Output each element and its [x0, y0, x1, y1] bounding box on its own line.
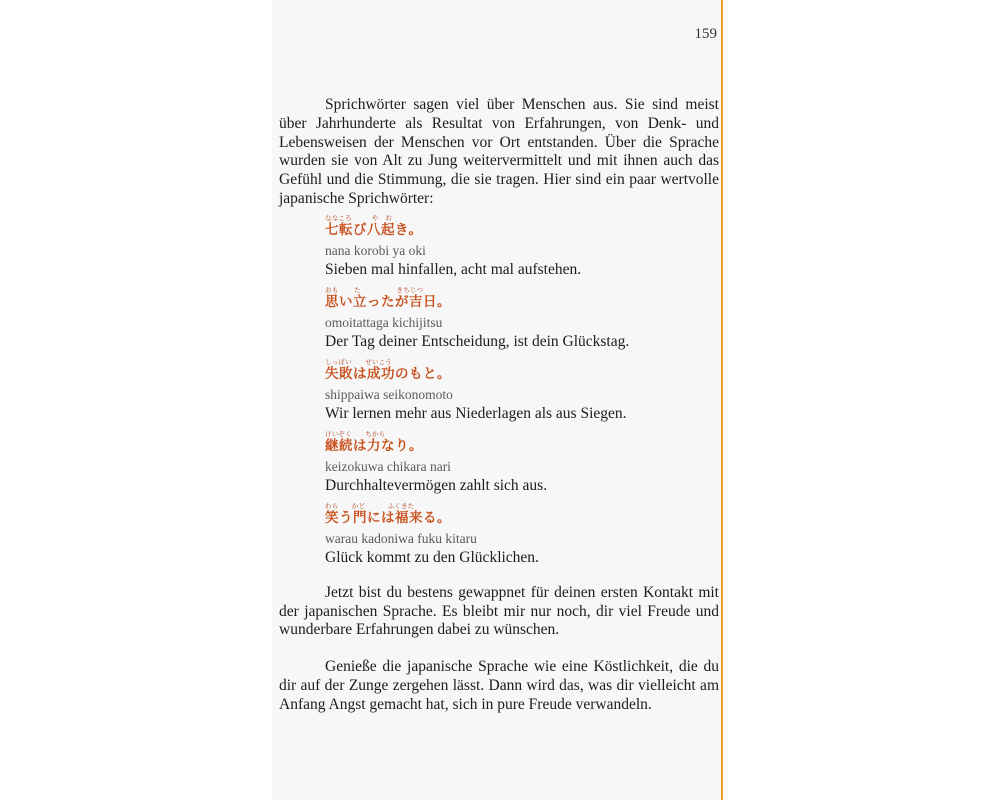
book-page	[272, 0, 723, 800]
final-paragraph: Genieße die japanische Sprache wie eine Köstlichkeit, die du dir auf der Zunge zergehen lässt. Dann wird das, was dir vielleicht am Anfang Angst gemacht hat, sich in pure Freude verwandeln.	[279, 658, 719, 713]
romaji: shippaiwa seikonomoto	[325, 386, 453, 402]
proverb-item	[325, 214, 719, 280]
furigana: けいぞく ちから	[325, 429, 386, 438]
japanese-proverb: 思い立ったが吉日。	[325, 293, 451, 310]
text-block	[279, 96, 719, 715]
translation: Wir lernen mehr aus Niederlagen als aus Siegen.	[325, 404, 627, 422]
proverb-item	[325, 358, 719, 424]
japanese-proverb: 笑う門には福来る。	[325, 509, 451, 526]
japanese-proverb: 七転び八起き。	[325, 221, 423, 238]
proverb-item	[325, 502, 719, 568]
furigana: しっぱい せいこう	[325, 357, 392, 366]
closing-paragraph: Jetzt bist du bestens gewappnet für deinen ersten Kontakt mit der japanischen Sprache. Es bleibt mir nur noch, dir viel Freude und wunderbare Erfahrungen dabei zu wünschen.	[279, 583, 719, 639]
translation: Glück kommt zu den Glücklichen.	[325, 548, 539, 566]
page-number: 159	[694, 26, 717, 42]
furigana: わら かど ふくきた	[325, 501, 415, 510]
furigana: おも た きちじつ	[325, 285, 424, 294]
romaji: nana korobi ya oki	[325, 242, 426, 258]
japanese-proverb: 継続は力なり。	[325, 437, 423, 454]
translation: Der Tag deiner Entscheidung, ist dein Glückstag.	[325, 332, 630, 350]
intro-paragraph: Sprichwörter sagen viel über Menschen aus. Sie sind meist über Jahrhunderte als Resultat von Erfahrungen, von Denk- und Lebensweisen der Menschen vor Ort entstanden. Über die Sprache wurden sie von Alt zu Jung weitervermittelt und mit ihnen auch das Gefühl und die Stimmung, die sie tragen. Hier sind ein paar wertvolle japanische Sprichwörter:	[279, 96, 719, 207]
proverb-item	[325, 286, 719, 352]
romaji: warau kadoniwa fuku kitaru	[325, 530, 477, 546]
romaji: omoitattaga kichijitsu	[325, 314, 443, 330]
furigana: ななころ や お	[325, 213, 392, 222]
japanese-proverb: 失敗は成功のもと。	[325, 365, 451, 382]
translation: Durchhaltevermögen zahlt sich aus.	[325, 476, 548, 494]
proverb-item	[325, 430, 719, 496]
romaji: keizokuwa chikara nari	[325, 458, 451, 474]
translation: Sieben mal hinfallen, acht mal aufstehen.	[325, 260, 582, 278]
proverb-list	[279, 214, 719, 568]
